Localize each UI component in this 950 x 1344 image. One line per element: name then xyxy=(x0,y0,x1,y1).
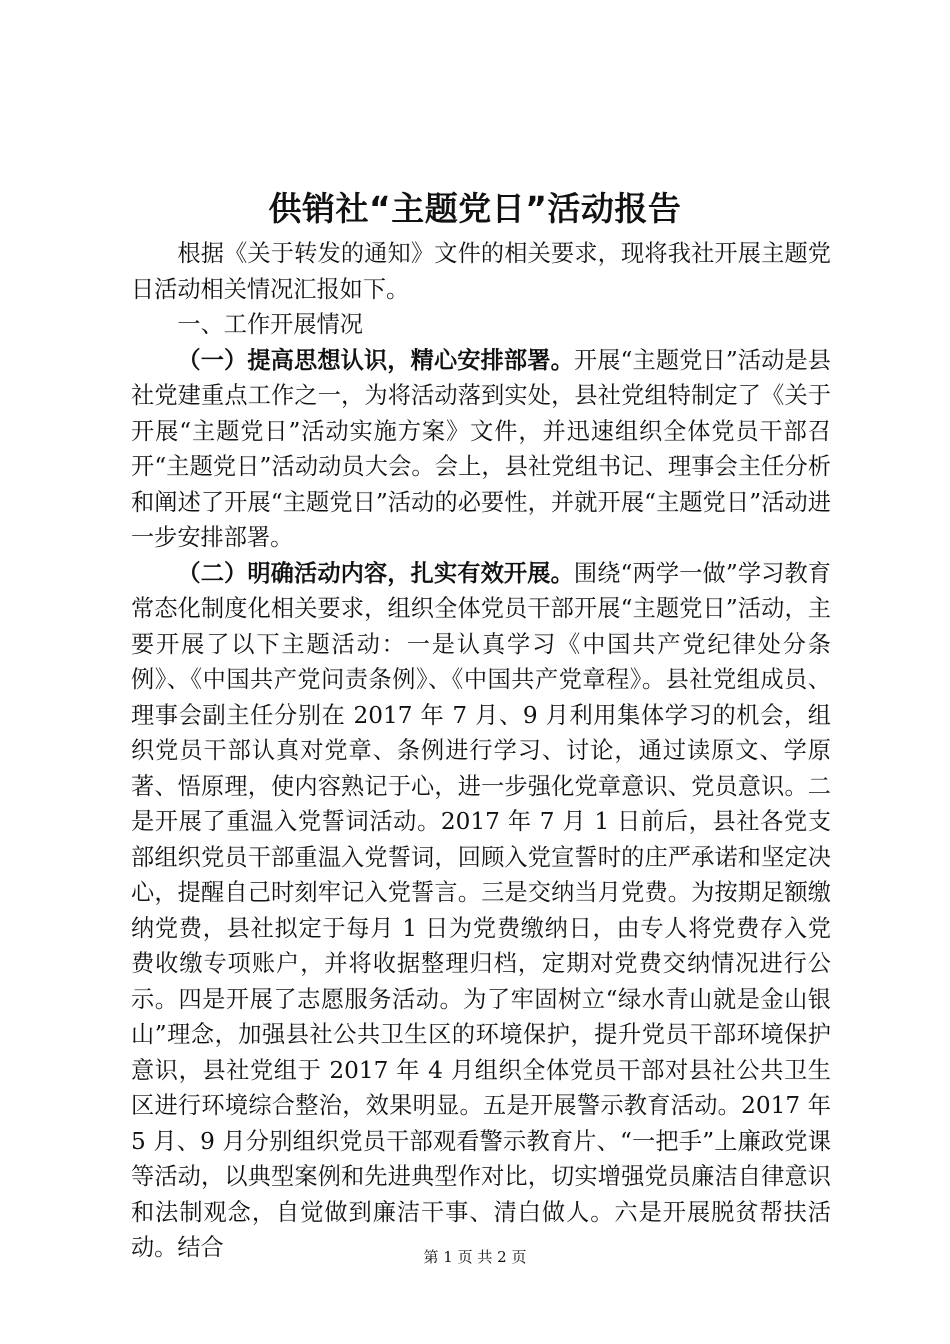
item2-text: 围绕“两学一做”学习教育常态化制度化相关要求，组织全体党员干部开展“主题党日”活动，主要开展了以下主题活动：一是认真学习《中国共产党纪律处分条例》、《中国共产党问责条例》、《中国共产党章程》。县社党组成员、理事会副主任分别在 2017 年 7 月、9 月利用集体学习的机会，组织党员干部认真对党章、条例进行学习、讨论，通过读原文、学原著、悟原理，使内容熟记于心，进一步强化党章意识、党员意识。二是开展了重温入党誓词活动。2017 年 7 月 1 日前后，县社各党支部组织党员干部重温入党誓词，回顾入党宣誓时的庄严承诺和坚定决心，提醒自己时刻牢记入党誓言。三是交纳当月党费。为按期足额缴纳党费，县社拟定于每月 1 日为党费缴纳日，由专人将党费存入党费收缴专项账户，并将收据整理归档，定期对党费交纳情况进行公示。四是开展了志愿服务活动。为了牢固树立“绿水青山就是金山银山”理念，加强县社公共卫生区的环境保护，提升党员干部环境保护意识，县社党组于 2017 年 4 月组织全体党员干部对县社公共卫生区进行环境综合整治，效果明显。五是开展警示教育活动。2017 年 5 月、9 月分别组织党员干部观看警示教育片、“一把手”上廉政党课等活动，以典型案例和先进典型作对比，切实增强党员廉洁自律意识和法制观念，自觉做到廉洁干事、清白做人。六是开展脱贫帮扶活动。结合 xyxy=(131,559,831,1261)
item1-lead: （一）提高思想认识，精心安排部署。 xyxy=(177,346,574,374)
section-heading: 一、工作开展情况 xyxy=(177,311,363,338)
document-title: 供销社“主题党日”活动报告 xyxy=(268,189,682,228)
item1-paragraph xyxy=(131,343,831,556)
page-footer: 第 1 页 共 2 页 xyxy=(423,1248,527,1266)
intro-paragraph: 根据《关于转发的通知》文件的相关要求，现将我社开展主题党日活动相关情况汇报如下。 xyxy=(131,240,831,303)
document-body xyxy=(131,236,831,1266)
item2-lead: （二）明确活动内容，扎实有效开展。 xyxy=(177,559,574,587)
item1-text: 开展“主题党日”活动是县社党建重点工作之一，为将活动落到实处，县社党组特制定了《关于开展“主题党日”活动实施方案》文件，并迅速组织全体党员干部召开“主题党日”活动动员大会。会上，县社党组书记、理事会主任分析和阐述了开展“主题党日”活动的必要性，并就开展“主题党日”活动进一步安排部署。 xyxy=(131,346,831,551)
item2-paragraph xyxy=(131,556,831,1266)
